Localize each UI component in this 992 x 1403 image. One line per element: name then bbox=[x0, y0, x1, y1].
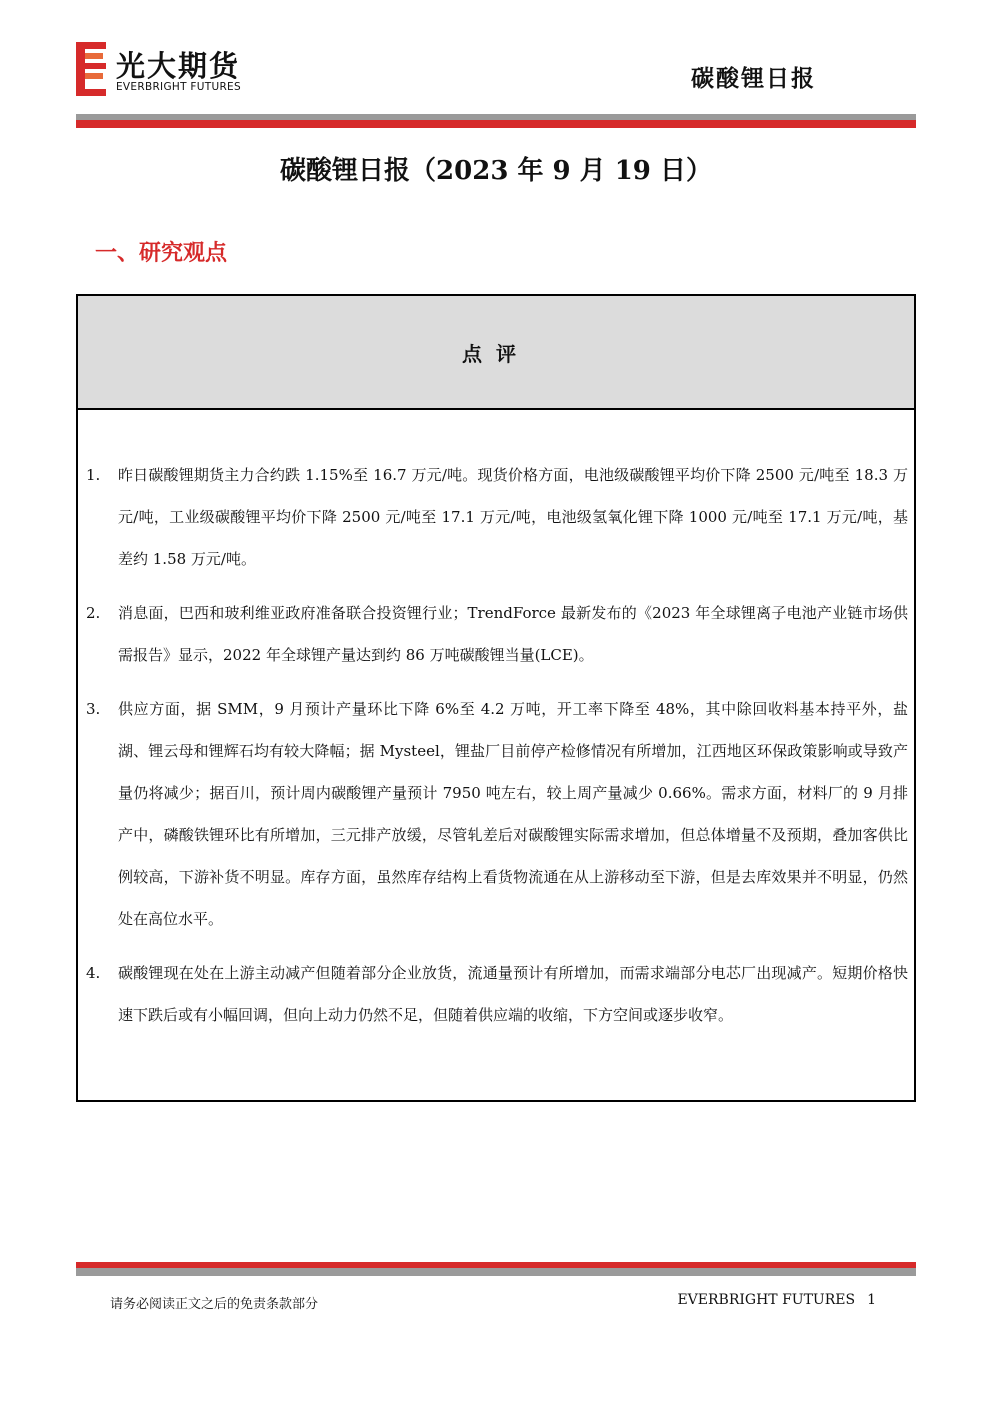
company-logo bbox=[76, 42, 286, 98]
list-item bbox=[78, 688, 914, 940]
footer-brand bbox=[677, 1292, 876, 1308]
review-label: 点评 bbox=[462, 342, 530, 366]
list-item bbox=[78, 454, 914, 580]
list-item-number: 2. bbox=[86, 604, 101, 622]
list-item-text: 碳酸锂现在处在上游主动减产但随着部分企业放货，流通量预计有所增加，而需求端部分电芯厂出现减产。短期价格快速下跌后或有小幅回调，但向上动力仍然不足，但随着供应端的收缩，下方空间或逐步收窄。 bbox=[118, 964, 908, 1024]
review-table-header bbox=[78, 296, 914, 410]
brand-name-en: EVERBRIGHT FUTURES bbox=[116, 81, 241, 93]
list-item-number: 4. bbox=[86, 964, 101, 982]
footer-divider bbox=[76, 1262, 916, 1278]
list-item bbox=[78, 952, 914, 1036]
research-points-list bbox=[78, 454, 914, 1048]
list-item bbox=[78, 592, 914, 676]
list-item-text: 供应方面，据 SMM，9 月预计产量环比下降 6%至 4.2 万吨，开工率下降至 48%，其中除回收料基本持平外，盐湖、锂云母和锂辉石均有较大降幅；据 Mysteel，锂盐厂目前停产检修情况有所增加，江西地区环保政策影响或导致产量仍将减少；据百川，预计周内碳酸锂产量预计 7950 吨左右，较上周产量减少 0.66%。需求方面，材料厂的 9 月排产中，磷酸铁锂环比有所增加，三元排产放缓，尽管轧差后对碳酸锂实际需求增加，但总体增量不及预期，叠加客供比例较高，下游补货不明显。库存方面，虽然库存结构上看货物流通在从上游移动至下游，但是去库效果并不明显，仍然处在高位水平。 bbox=[118, 700, 908, 928]
disclaimer-note: 请务必阅读正文之后的免责条款部分 bbox=[110, 1297, 319, 1312]
review-table bbox=[76, 294, 916, 1102]
brand-name-cn: 光大期货 bbox=[116, 49, 241, 83]
list-item-text: 消息面，巴西和玻利维亚政府准备联合投资锂行业；TrendForce 最新发布的《2023 年全球锂离子电池产业链市场供需报告》显示，2022 年全球锂产量达到约 86 万吨碳酸锂当量(LCE)。 bbox=[118, 604, 908, 664]
list-item-text: 昨日碳酸锂期货主力合约跌 1.15%至 16.7 万元/吨。现货价格方面，电池级碳酸锂平均价下降 2500 元/吨至 18.3 万元/吨，工业级碳酸锂平均价下降 2500 元/吨至 17.1 万元/吨，电池级氢氧化锂下降 1000 元/吨至 17.1 万元/吨，基差约 1.58 万元/吨。 bbox=[118, 466, 908, 568]
document-title: 碳酸锂日报（2023 年 9 月 19 日） bbox=[280, 156, 712, 186]
everbright-logo-icon bbox=[76, 42, 108, 96]
page-number: 1 bbox=[867, 1292, 876, 1308]
footer-brand-name: EVERBRIGHT FUTURES bbox=[677, 1292, 856, 1308]
report-name: 碳酸锂日报 bbox=[691, 66, 816, 92]
list-item-number: 3. bbox=[86, 700, 101, 718]
list-item-number: 1. bbox=[86, 466, 101, 484]
header-divider bbox=[76, 114, 916, 130]
section-heading: 一、研究观点 bbox=[95, 241, 228, 266]
